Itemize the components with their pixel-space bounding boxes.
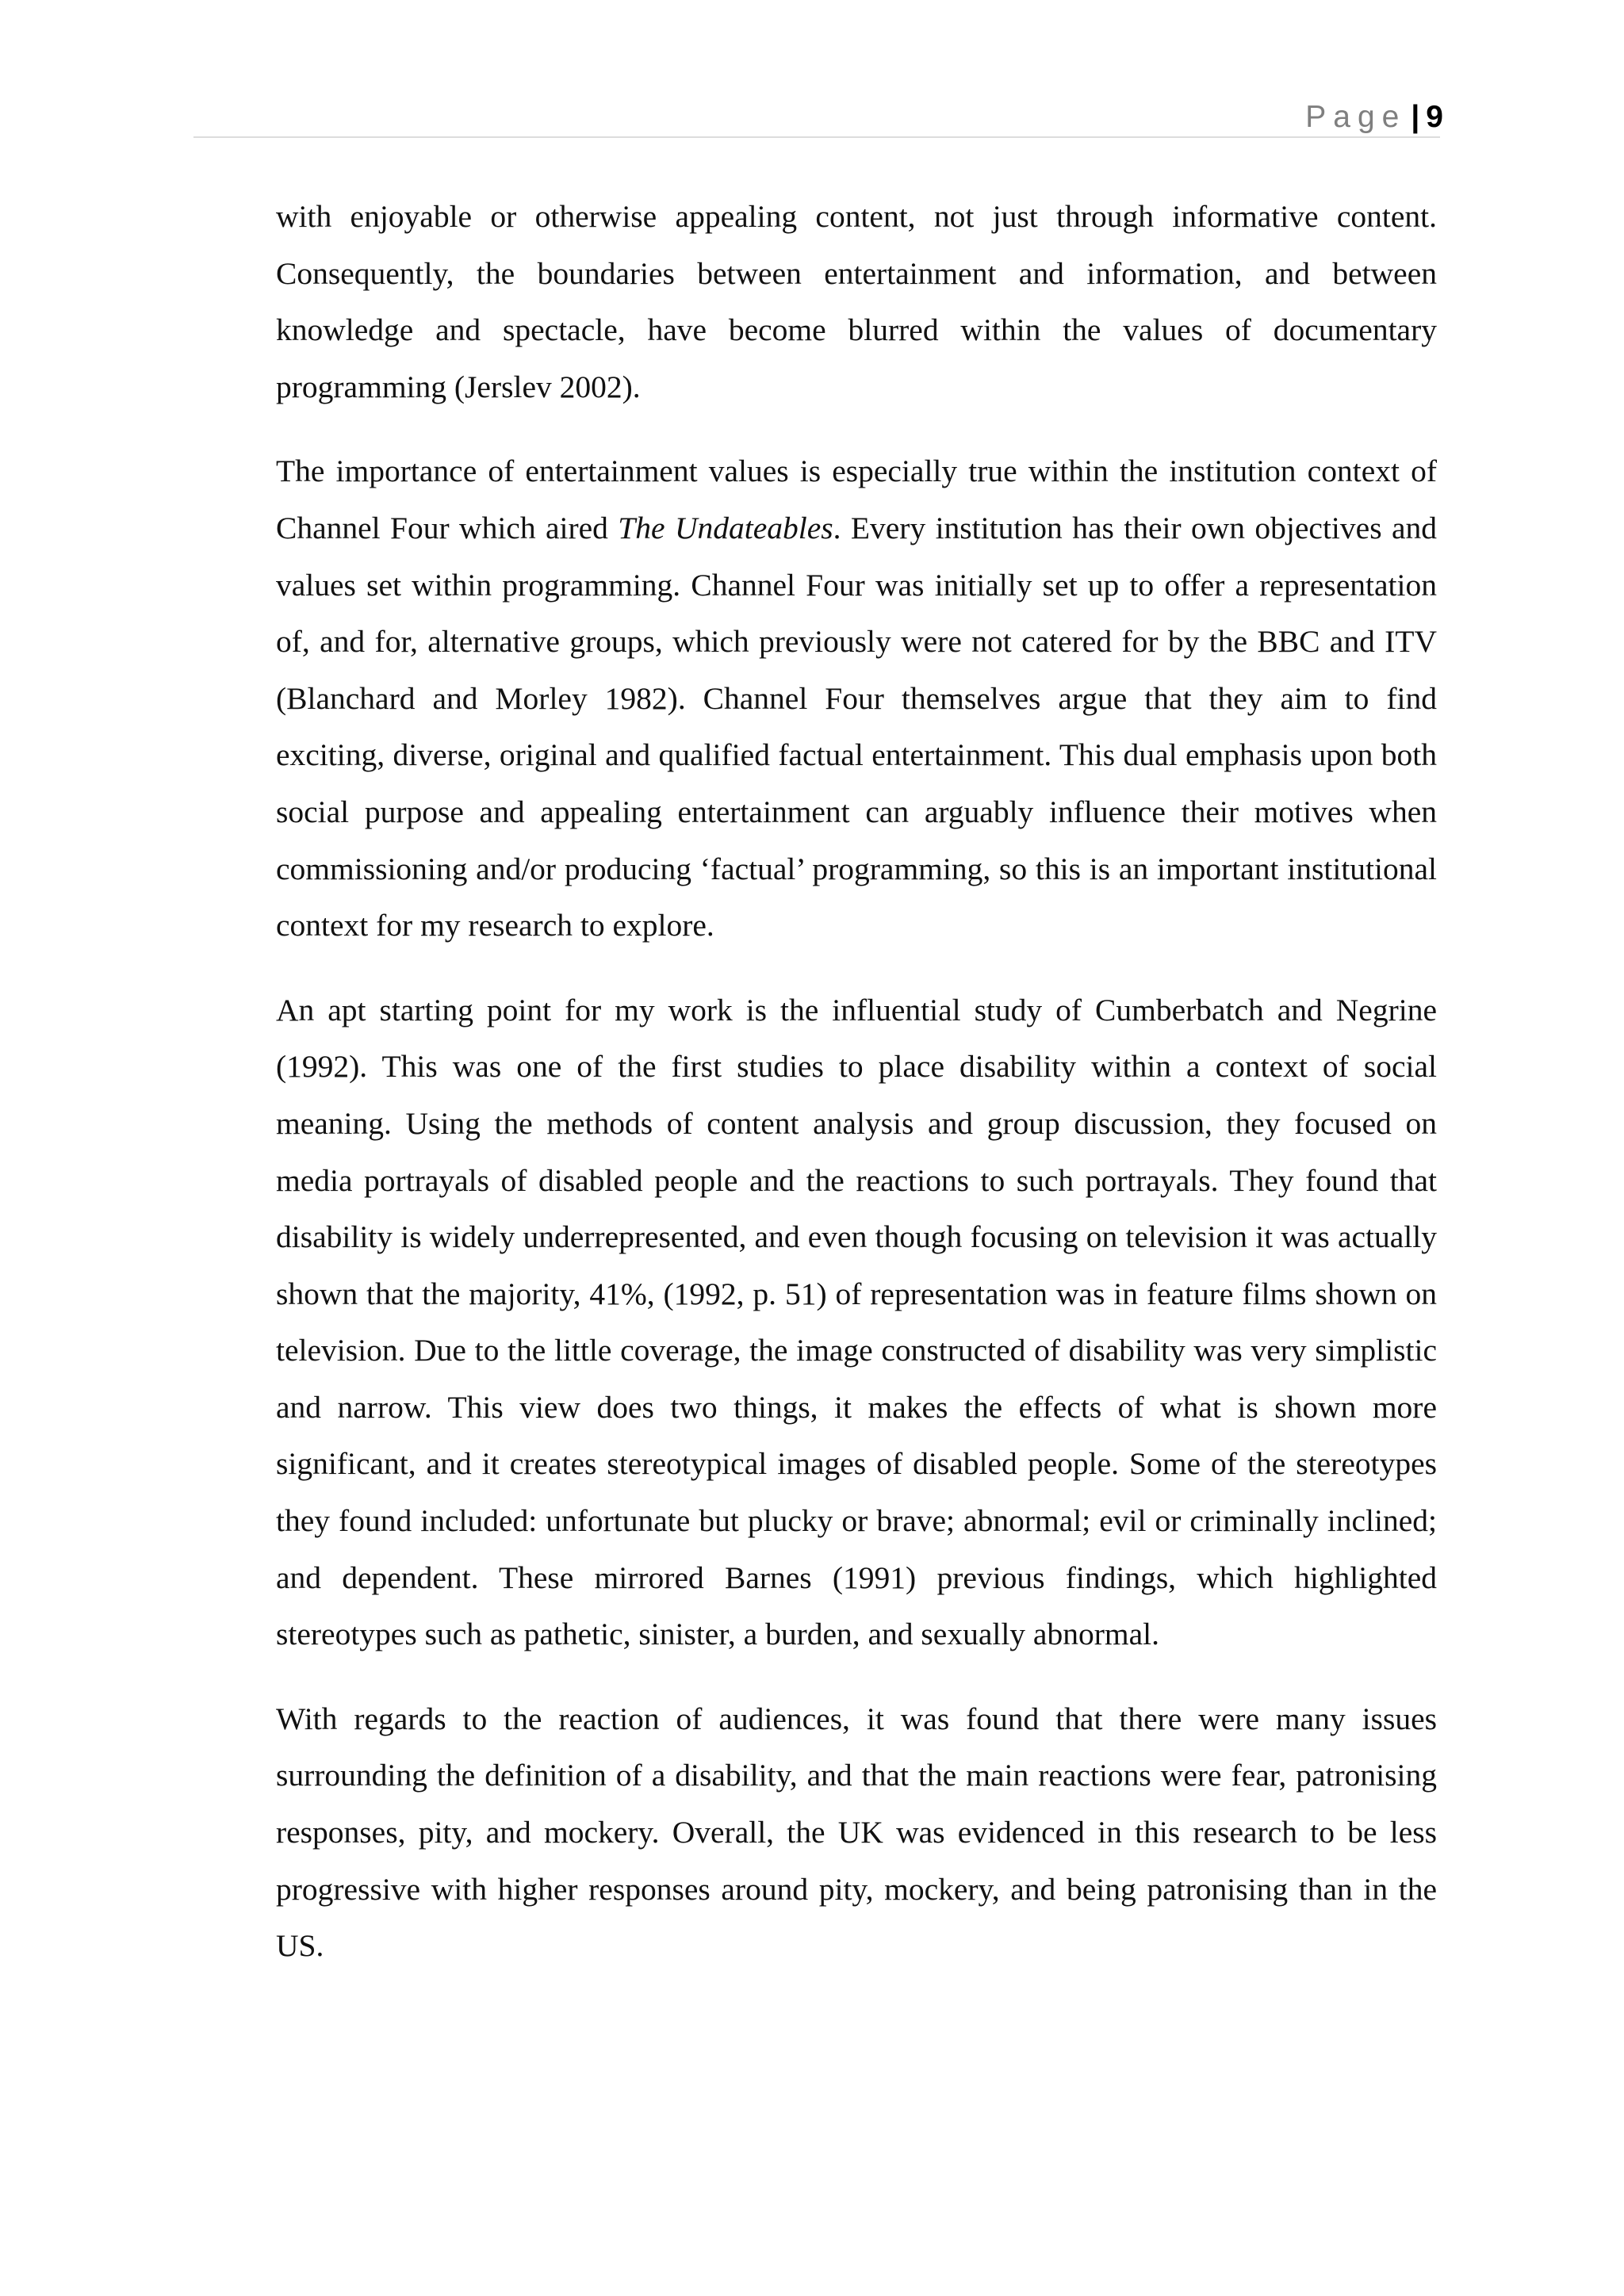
page-separator: | xyxy=(1411,100,1420,134)
header-divider xyxy=(193,136,1440,138)
page-label: Page xyxy=(1305,100,1407,134)
paragraph-2 xyxy=(276,443,1437,954)
paragraph-2-rest: . Every institution has their own objectives and values set within programming. Channel Four was initially set up to offer a representation of, and for, alternative groups, which previously were not catered for by the BBC and ITV (Blanchard and Morley 1982). Channel Four themselves argue that they aim to find exciting, diverse, original and qualified factual entertainment. This dual emphasis upon both social purpose and appealing entertainment can arguably influence their motives when commissioning and/or producing ‘factual’ programming, so this is an important institutional context for my research to explore. xyxy=(276,510,1437,943)
paragraph-2-lead: The importance of entertainment values is especially true within the institution context of Channel Four which aired xyxy=(276,453,1437,545)
paragraph-4: With regards to the reaction of audiences, it was found that there were many issues surrounding the definition of a disability, and that the main reactions were fear, patronising responses, pity, and mockery. Overall, the UK was evidenced in this research to be less progressive with higher responses around pity, mockery, and being patronising than in the US. xyxy=(276,1701,1437,1964)
page-number: 9 xyxy=(1426,100,1443,134)
body-text xyxy=(276,189,1437,2003)
paragraph-3: An apt starting point for my work is the influential study of Cumberbatch and Negrine (1992). This was one of the first studies to place disability within a context of social meaning. Using the methods of content analysis and group discussion, they focused on media portrayals of disabled people and the reactions to such portrayals. They found that disability is widely underrepresented, and even though focusing on television it was actually shown that the majority, 41%, (1992, p. 51) of representation was in feature films shown on television. Due to the little coverage, the image constructed of disability was very simplistic and narrow. This view does two things, it makes the effects of what is shown more significant, and it creates stereotypical images of disabled people. Some of the stereotypes they found included: unfortunate but plucky or brave; abnormal; evil or criminally inclined; and dependent. These mirrored Barnes (1991) previous findings, which highlighted stereotypes such as pathetic, sinister, a burden, and sexually abnormal. xyxy=(276,992,1437,1652)
paragraph-1: with enjoyable or otherwise appealing content, not just through informative content. Consequently, the boundaries between entertainment and information, and between knowledge and spectacle, have become blurred within the values of documentary programming (Jerslev 2002). xyxy=(276,199,1437,404)
programme-title: The Undateables xyxy=(618,510,833,545)
